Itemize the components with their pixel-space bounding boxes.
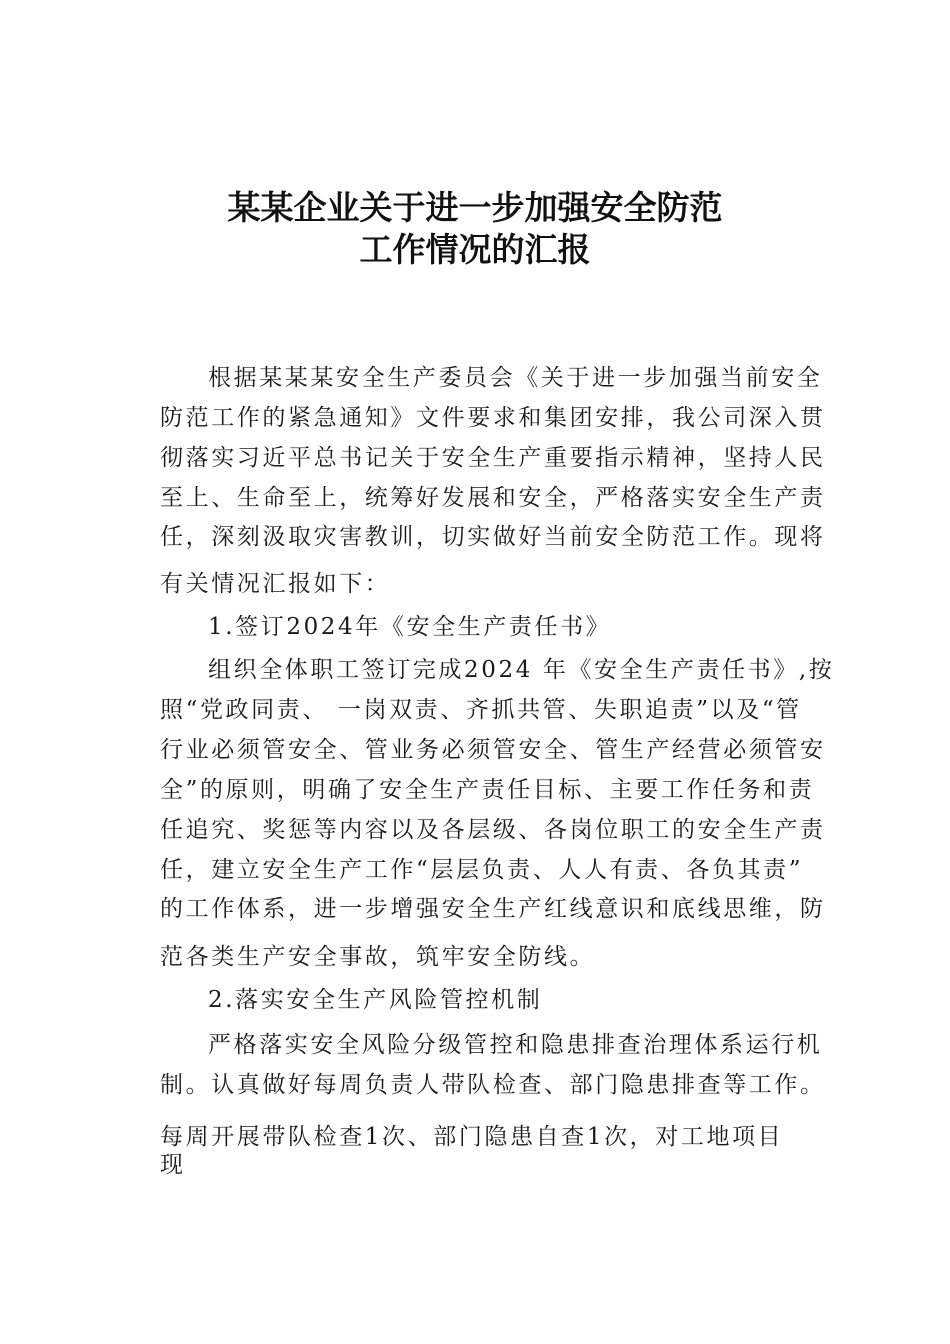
paragraph-line: 至上、生命至上，统筹好发展和安全，严格落实安全生产责	[160, 485, 826, 511]
paragraph-line: 每周开展带队检查1次、部门隐患自查1次，对工地项目	[160, 1124, 784, 1150]
paragraph-line: 现	[160, 1152, 186, 1178]
paragraph-line: 任，深刻汲取灾害教训，切实做好当前安全防范工作。现将	[160, 524, 826, 550]
paragraph-line: 制。认真做好每周负责人带队检查、部门隐患排查等工作。	[160, 1072, 826, 1098]
paragraph-line: 任，建立安全生产工作“层层负责、人人有责、各负其责”	[160, 857, 804, 883]
section-heading-2: 2.落实安全生产风险管控机制	[208, 987, 543, 1013]
paragraph-line: 任追究、奖惩等内容以及各层级、各岗位职工的安全生产责	[160, 817, 826, 843]
paragraph-line: 彻落实习近平总书记关于安全生产重要指示精神，坚持人民	[160, 445, 826, 471]
paragraph-line: 有关情况汇报如下：	[160, 571, 391, 597]
paragraph-line: 严格落实安全风险分级管控和隐患排查治理体系运行机	[208, 1032, 823, 1058]
paragraph-line: 防范工作的紧急通知》文件要求和集团安排，我公司深入贯	[160, 405, 826, 431]
paragraph-line: 的工作体系，进一步增强安全生产红线意识和底线思维，防	[160, 896, 826, 922]
paragraph-line: 行业必须管安全、管业务必须管安全、管生产经营必须管安	[160, 737, 826, 763]
paragraph-line: 范各类生产安全事故，筑牢安全防线。	[160, 944, 596, 970]
section-heading-1: 1.签订2024年《安全生产责任书》	[208, 614, 612, 640]
document-title-line-2: 工作情况的汇报	[359, 230, 591, 269]
paragraph-line: 照“党政同责、 一岗双责、齐抓共管、失职追责”以及“管	[160, 697, 802, 723]
paragraph-line: 全”的原则，明确了安全生产责任目标、主要工作任务和责	[160, 777, 815, 803]
document-title-line-1: 某某企业关于进一步加强安全防范	[227, 188, 723, 227]
paragraph-line: 组织全体职工签订完成2024 年《安全生产责任书》,按	[208, 657, 835, 683]
paragraph-line: 根据某某某安全生产委员会《关于进一步加强当前安全	[208, 365, 823, 391]
